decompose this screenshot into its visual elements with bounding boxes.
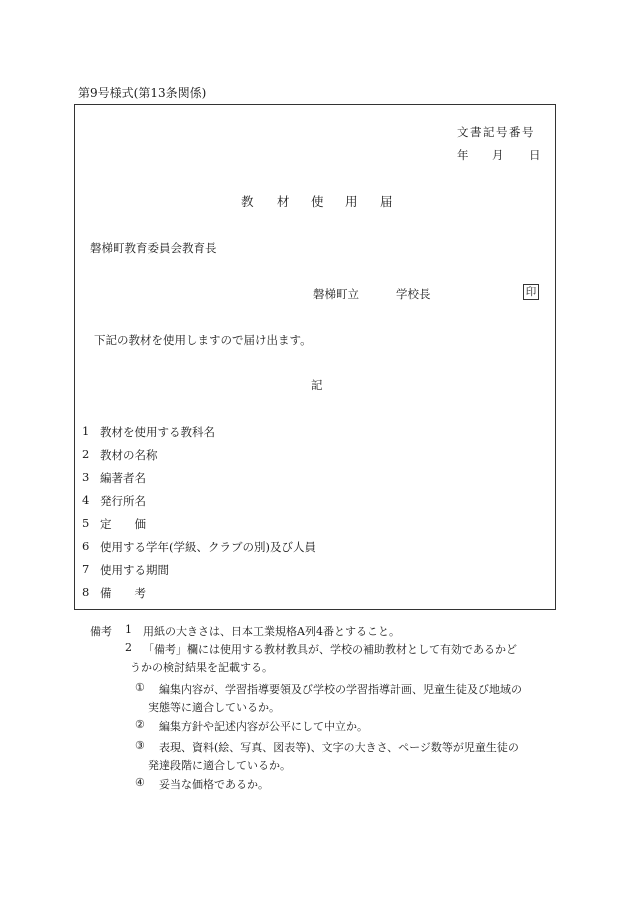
- item-label: 定 価: [100, 517, 146, 531]
- sub-note-mark: ④: [135, 776, 145, 789]
- item-label: 教材を使用する教科名: [100, 425, 215, 439]
- notes-heading: 備考: [90, 625, 112, 638]
- item-number: 5: [82, 516, 90, 530]
- item-number: 3: [82, 470, 90, 484]
- seal-stamp-box: 印: [523, 284, 539, 300]
- item-label: 使用する学年(学級、クラブの別)及び人員: [100, 540, 316, 554]
- note-number: 2: [125, 641, 132, 654]
- date-month-label: 月: [492, 148, 504, 162]
- form-title-char: 用: [345, 194, 358, 209]
- document-number-label: 文書記号番号: [457, 125, 535, 139]
- form-number-label: 第9号様式(第13条関係): [78, 86, 207, 100]
- item-number: 7: [82, 562, 90, 576]
- form-frame: [74, 104, 556, 610]
- note-text-continued: うかの検討結果を記載する。: [130, 661, 273, 674]
- sub-note-mark: ③: [135, 739, 145, 752]
- note-text: 用紙の大きさは、日本工業規格A列4番とすること。: [143, 625, 400, 638]
- item-number: 6: [82, 539, 90, 553]
- sub-note-text-continued: 実態等に適合しているか。: [148, 701, 280, 714]
- note-text: 「備考」欄には使用する教材教具が、学校の補助教材として有効であるかど: [143, 643, 517, 656]
- date-year-label: 年: [457, 148, 469, 162]
- item-label: 使用する期間: [100, 563, 169, 577]
- item-label: 編著者名: [100, 471, 146, 485]
- sub-note-text: 妥当な価格であるか。: [159, 778, 269, 791]
- form-title-char: 届: [380, 194, 393, 209]
- sender-role-label: 学校長: [396, 287, 431, 301]
- date-day-label: 日: [529, 148, 541, 162]
- form-title-char: 使: [311, 194, 324, 209]
- note-number: 1: [125, 623, 132, 636]
- sub-note-mark: ②: [135, 718, 145, 731]
- sub-note-text-continued: 発達段階に適合しているか。: [148, 759, 291, 772]
- item-label: 備 考: [100, 586, 146, 600]
- recipient-line: 磐梯町教育委員会教育長: [90, 241, 217, 255]
- notice-text: 下記の教材を使用しますので届け出ます。: [94, 333, 312, 347]
- form-title-char: 教: [241, 194, 254, 209]
- form-title-char: 材: [277, 194, 290, 209]
- sender-school-label: 磐梯町立: [313, 287, 359, 301]
- item-label: 発行所名: [100, 494, 146, 508]
- item-number: 8: [82, 585, 90, 599]
- item-label: 教材の名称: [100, 448, 158, 462]
- ki-heading: 記: [311, 378, 323, 392]
- item-number: 4: [82, 493, 90, 507]
- sub-note-mark: ①: [135, 681, 145, 694]
- sub-note-text: 編集内容が、学習指導要領及び学校の学習指導計画、児童生徒及び地域の: [159, 683, 522, 696]
- item-number: 2: [82, 447, 90, 461]
- sub-note-text: 編集方針や記述内容が公平にして中立か。: [159, 720, 368, 733]
- sub-note-text: 表現、資料(絵、写真、図表等)、文字の大きさ、ページ数等が児童生徒の: [159, 741, 519, 754]
- item-number: 1: [82, 424, 90, 438]
